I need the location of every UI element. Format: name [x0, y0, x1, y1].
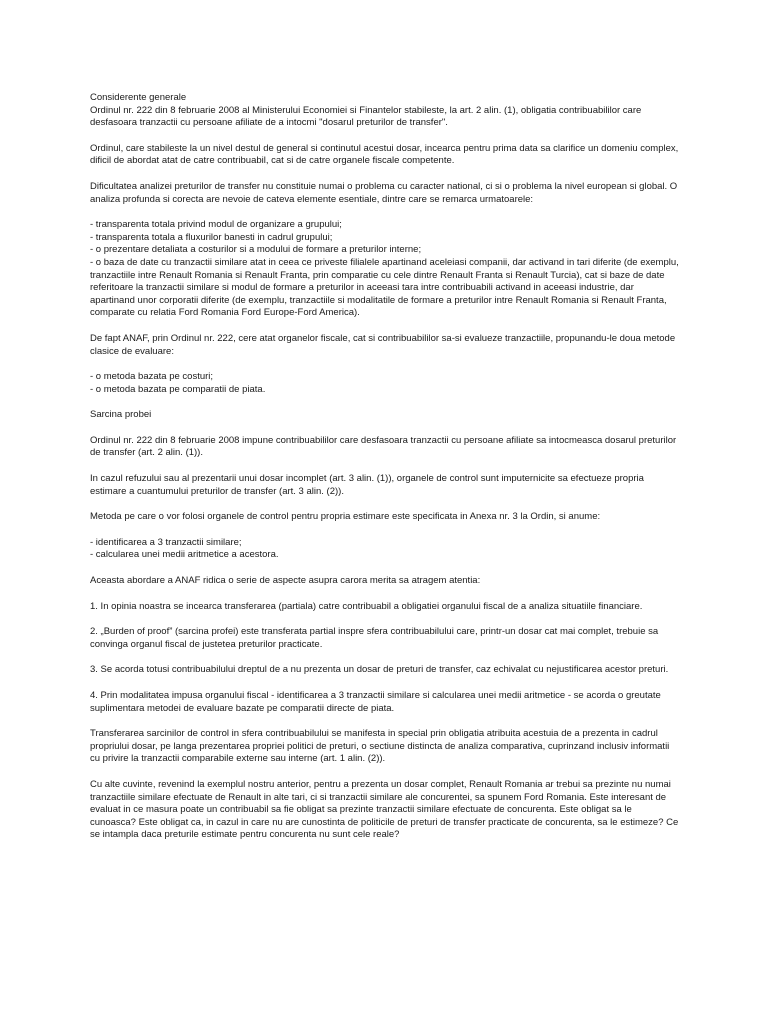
- control-method-list: [90, 537, 680, 562]
- paragraph: Transferarea sarcinilor de control in sfera contribuabilului se manifesta in special prin obligatia atribuita acestuia de a prezenta in cadrul propriului dosar, pe langa prezentarea propriei politici de preturi, o sectiune distincta de analiza comparativa, cuprinzand inclusiv informatii cu privire la tranzactii comparabile externe sau interne (art. 1 alin. (2)).: [90, 728, 670, 765]
- paragraph: In cazul refuzului sau al prezentarii unui dosar incomplet (art. 3 alin. (1)), organele de control sunt imputernicite sa efectueze propria estimare a cuantumului preturilor de transfer (art. 3 alin. (2)).: [90, 473, 644, 497]
- paragraph: Cu alte cuvinte, revenind la exemplul nostru anterior, pentru a prezenta un dosar complet, Renault Romania ar trebui sa prezinte nu numai tranzactiile similare efectuate de Renault in alte tari, ci si tranzactii similare ale concurentei, sa spunem Ford Romania. Este interesant de evaluat in ce masura poate un contribuabil sa fie obligat sa prezinte tranzactii similare efectuate de concurenta. Este obligat sa le cunoasca? Este obligat ca, in cazul in care nu are cunostinta de politicile de preturi de transfer practicate de concurenta, sa le estimeze? Ce se intampla daca preturile estimate pentru concurenta nu sunt cele reale?: [90, 778, 679, 841]
- list-item: - identificarea a 3 tranzactii similare;: [90, 536, 242, 548]
- paragraph: Ordinul nr. 222 din 8 februarie 2008 impune contribuabililor care desfasoara tranzactii cu persoane afiliate sa intocmeasca dosarul preturilor de transfer (art. 2 alin. (1)).: [90, 434, 677, 459]
- paragraph: Metoda pe care o vor folosi organele de control pentru propria estimare este specificata in Anexa nr. 3 la Ordin, si anume:: [90, 511, 601, 523]
- paragraph: Ordinul, care stabileste la un nivel destul de general si continutul acestui dosar, incearca pentru prima data sa clarifice un domeniu complex, dificil de abordat atat de catre contribuabil, cat si de catre organele fiscale competente.: [90, 142, 679, 167]
- section-heading-sarcina-probei: Sarcina probei: [90, 409, 152, 421]
- list-item: - o metoda bazata pe comparatii de piata.: [90, 383, 266, 395]
- list-item: - o metoda bazata pe costuri;: [90, 371, 214, 383]
- list-item: - o prezentare detaliata a costurilor si a modului de formare a preturilor interne;: [90, 244, 422, 256]
- list-item: - o baza de date cu tranzactii similare atat in ceea ce priveste filialele apartinand aceleiasi companii, dar activand in tari diferite (de exemplu, tranzactiile intre Renault Romania si Renault Franta, prin comparatie cu cele dintre Renault Franta si Renault Turcia), cat si baze de date referitoare la tranzactii similare si modul de formare a preturilor in aceeasi tara intre contribuabili activand in aceeasi industrie, dar apartinand unor corporatii diferite (de exemplu, tranzactiile si modalitatile de formare a preturilor intre Renault Romania si Renault Franta, comparate cu relatia Ford Romania Ford Europe-Ford America).: [90, 256, 679, 319]
- methods-list: [90, 371, 680, 396]
- section-heading-considerente: Considerente generale: [90, 92, 187, 103]
- document-page: [90, 92, 680, 855]
- numbered-point-1: 1. In opinia noastra se incearca transferarea (partiala) catre contribuabil a obligatiei organului fiscal de a analiza situatiile financiare.: [90, 600, 643, 612]
- list-item: - transparenta totala a fluxurilor banesti in cadrul grupului;: [90, 231, 333, 243]
- numbered-point-4: 4. Prin modalitatea impusa organului fiscal - identificarea a 3 tranzactii similare si calcularea unei medii aritmetice - se acorda o greutate suplimentara metodei de evaluare bazate pe comparatii directe de piata.: [90, 690, 661, 714]
- paragraph: Aceasta abordare a ANAF ridica o serie de aspecte asupra carora merita sa atragem atentia:: [90, 575, 481, 587]
- requirements-list: [90, 219, 680, 320]
- paragraph: De fapt ANAF, prin Ordinul nr. 222, cere atat organelor fiscale, cat si contribuabililor sa-si evalueze tranzactiile, propunandu-le doua metode clasice de evaluare:: [90, 332, 676, 357]
- list-item: - transparenta totala privind modul de organizare a grupului;: [90, 219, 342, 231]
- list-item: - calcularea unei medii aritmetice a acestora.: [90, 549, 279, 561]
- paragraph: Ordinul nr. 222 din 8 februarie 2008 al Ministerului Economiei si Finantelor stabileste, la art. 2 alin. (1), obligatia contribuabililor care desfasoara tranzactii cu persoane afiliate de a intocmi "dosarul preturilor de transfer".: [90, 104, 642, 129]
- numbered-point-2: 2. „Burden of proof” (sarcina profei) este transferata partial inspre sfera contribuabilului care, printr-un dosar cat mai complet, trebuie sa convinga organul fiscal de justetea preturilor practicate.: [90, 626, 659, 650]
- paragraph: Dificultatea analizei preturilor de transfer nu constituie numai o problema cu caracter national, ci si o problema la nivel european si global. O analiza profunda si corecta are nevoie de cateva elemente esentiale, dintre care se remarca urmatoarele:: [90, 180, 678, 205]
- numbered-point-3: 3. Se acorda totusi contribuabilului dreptul de a nu prezenta un dosar de preturi de transfer, caz echivalat cu nejustificarea acestor preturi.: [90, 664, 669, 676]
